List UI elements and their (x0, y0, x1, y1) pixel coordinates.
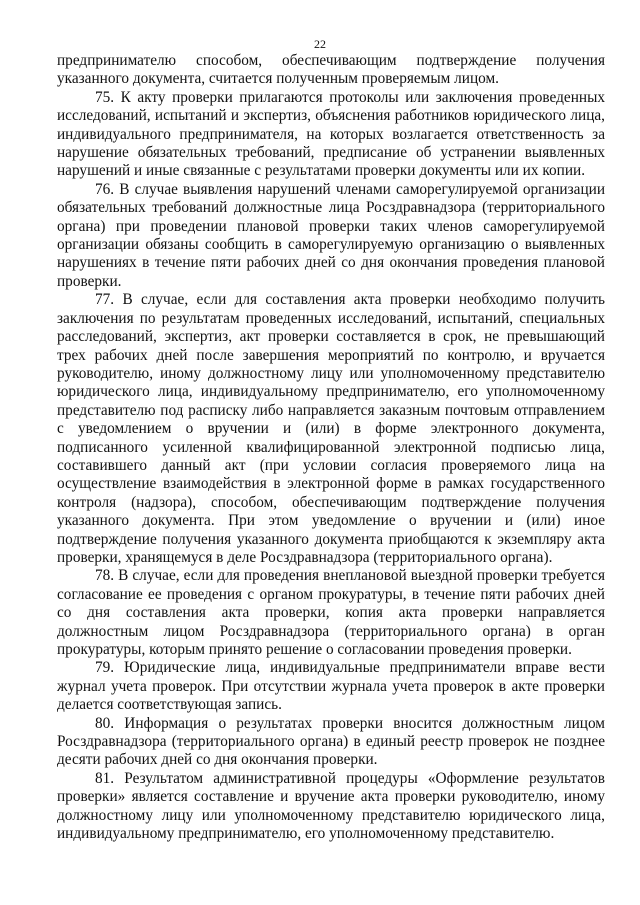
paragraph-80: 80. Информация о результатах проверки вносится должностным лицом Росздравнадзора (территориального органа) в единый реестр проверок не позднее десяти рабочих дней со дня окончания проверки. (57, 714, 605, 769)
paragraph-76: 76. В случае выявления нарушений членами саморегулируемой организации обязательных требований должностные лица Росздравнадзора (территориального органа) при проведении плановой проверки таких членов саморегулируемой организации обязаны сообщить в саморегулируемую организацию о выявленных нарушениях в течение пяти рабочих дней со дня окончания проведения плановой проверки. (57, 180, 605, 290)
paragraph-75: 75. К акту проверки прилагаются протоколы или заключения проведенных исследований, испытаний и экспертиз, объяснения работников юридического лица, индивидуального предпринимателя, на которых возлагается ответственность за нарушение обязательных требований, предписание об устранении выявленных нарушений и иные связанные с результатами проверки документы или их копии. (57, 88, 605, 180)
paragraph-continuation: предпринимателю способом, обеспечивающим подтверждение получения указанного документа, считается полученным проверяемым лицом. (57, 52, 605, 88)
paragraph-79: 79. Юридические лица, индивидуальные предприниматели вправе вести журнал учета проверок. При отсутствии журнала учета проверок в акте проверки делается соответствующая запись. (57, 659, 605, 714)
paragraph-77: 77. В случае, если для составления акта проверки необходимо получить заключения по результатам проведенных исследований, испытаний, специальных расследований, экспертиз, акт проверки составляется в срок, не превышающий трех рабочих дней после завершения мероприятий по контролю, и вручается руководителю, иному должностному лицу или уполномоченному представителю юридического лица, индивидуальному предпринимателю, его уполномоченному представителю под расписку либо направляется заказным почтовым отправлением с уведомлением о вручении и (или) в форме электронного документа, подписанного усиленной квалифицированной электронной подписью лица, составившего данный акт (при условии согласия проверяемого лица на осуществление взаимодействия в электронной форме в рамках государственного контроля (надзора), способом, обеспечивающим подтверждение получения указанного документа. При этом уведомление о вручении и (или) иное подтверждение получения указанного документа приобщаются к экземпляру акта проверки, хранящемуся в деле Росздравнадзора (территориального органа). (57, 291, 605, 566)
paragraph-81: 81. Результатом административной процедуры «Оформление результатов проверки» является составление и вручение акта проверки руководителю, иному должностному лицу или уполномоченному представителю юридического лица, индивидуальному предпринимателю, его уполномоченному представителю. (57, 769, 605, 843)
document-body (57, 52, 605, 843)
paragraph-78: 78. В случае, если для проведения внеплановой выездной проверки требуется согласование ее проведения с органом прокуратуры, в течение пяти рабочих дней со дня составления акта проверки, копия акта проверки направляется должностным лицом Росздравнадзора (территориального органа) в орган прокуратуры, которым принято решение о согласовании проведения проверки. (57, 567, 605, 658)
page-number: 22 (314, 37, 326, 51)
